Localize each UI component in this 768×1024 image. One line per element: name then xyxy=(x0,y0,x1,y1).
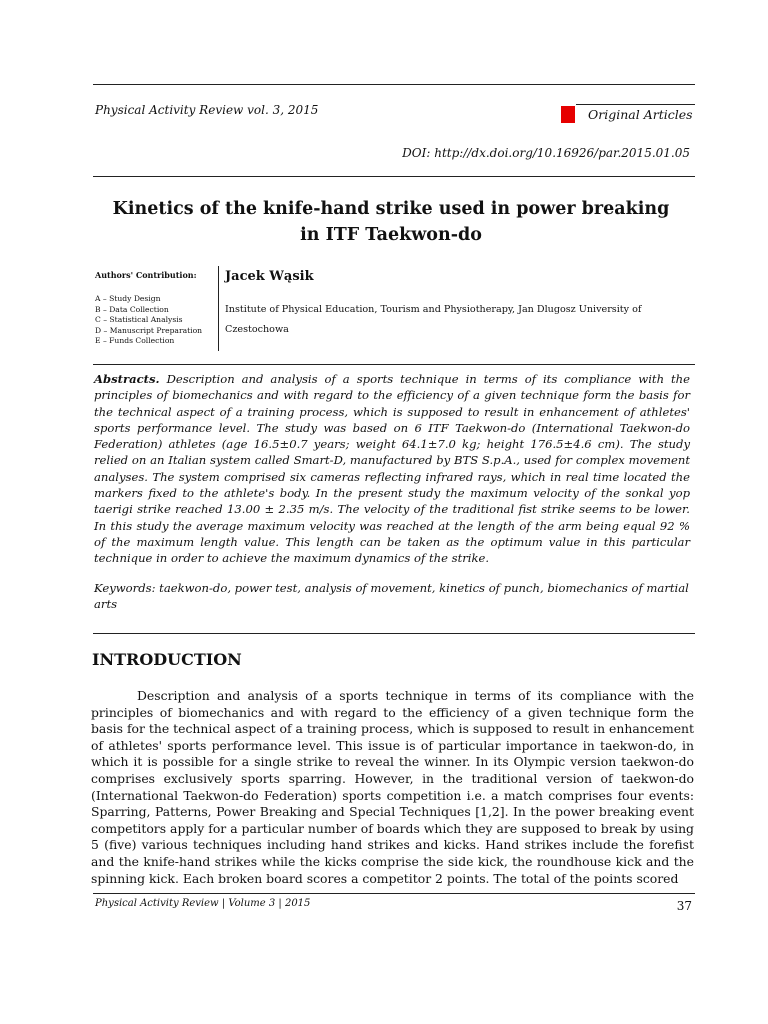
contribution-item: B – Data Collection xyxy=(95,304,169,314)
abstract-label: Abstracts. xyxy=(94,372,160,386)
abstract xyxy=(94,371,690,567)
title-line-2: in ITF Taekwon-do xyxy=(300,225,482,245)
contribution-list xyxy=(95,294,202,347)
top-rule xyxy=(93,84,695,85)
section-color-marker xyxy=(561,106,575,123)
page-number: 37 xyxy=(676,899,692,913)
contribution-item: D – Manuscript Preparation xyxy=(95,325,203,335)
contribution-item: E – Funds Collection xyxy=(95,336,175,346)
contribution-divider xyxy=(218,266,219,351)
contribution-item: C – Statistical Analysis xyxy=(95,315,183,325)
introduction-paragraph: Description and analysis of a sports technique in terms of its compliance with the principles of biomechanics and with regard to the efficiency of a given technique form the basis for the technical aspect of a training process, which is supposed to result in enhancement of athletes' sports performance level. This issue is of particular importance in taekwon-do, in which it is possible for a single strike to reveal the winner. In its Olympic version taekwon-do comprises exclusively sports sparring. However, in the traditional version of taekwon-do (International Taekwon-do Federation) sports competition i.e. a match comprises four events: Sparring, Patterns, Power Breaking and Special Techniques [1,2]. In the power breaking event competitors apply for a particular number of boards which they are supposed to break by using 5 (five) various techniques including hand strikes and kicks. Hand strikes include the forefist and the knife-hand strikes while the kicks comprise the side kick, the roundhouse kick and the spinning kick. Each broken board scores a competitor 2 points. The total of the points scored xyxy=(91,688,694,886)
section-label: Original Articles xyxy=(588,107,693,122)
section-rule xyxy=(576,104,695,105)
journal-header: Physical Activity Review vol. 3, 2015 xyxy=(95,103,319,117)
contribution-item: A – Study Design xyxy=(95,294,161,303)
affiliation-line-1: Institute of Physical Education, Tourism and Physiotherapy, Jan Dlugosz University of xyxy=(225,304,642,315)
introduction-heading: INTRODUCTION xyxy=(92,650,242,669)
article-title xyxy=(90,196,692,248)
affiliation-line-2: Czestochowa xyxy=(225,324,289,335)
footer-rule xyxy=(93,893,695,894)
author-affiliation xyxy=(225,300,685,340)
doi-link[interactable]: DOI: http://dx.doi.org/10.16926/par.2015.01.05 xyxy=(402,146,690,160)
title-line-1: Kinetics of the knife-hand strike used in power breaking xyxy=(112,199,670,219)
keywords: Keywords: taekwon-do, power test, analysis of movement, kinetics of punch, biomechanics of martial arts xyxy=(94,581,689,612)
abstract-bottom-rule xyxy=(93,633,695,634)
header-rule xyxy=(93,176,695,177)
footer-journal: Physical Activity Review | Volume 3 | 2015 xyxy=(95,898,311,909)
abstract-top-rule xyxy=(93,364,695,365)
abstract-text: Description and analysis of a sports technique in terms of its compliance with the principles of biomechanics and with regard to the efficiency of a given technique form the basis for the technical aspect of a training process, which is supposed to result in enhancement of athletes' sports performance level. The study was based on 6 ITF Taekwon-do (International Taekwon-do Federation) athletes (age 16.5±0.7 years; weight 64.1±7.0 kg; height 176.5±4.6 cm). The study relied on an Italian system called Smart-D, manufactured by BTS S.p.A., used for complex movement analyses. The system comprised six cameras reflecting infrared rays, which in real time located the markers fixed to the athlete's body. In the present study the maximum velocity of the sonkal yop taerigi strike reached 13.00 ± 2.35 m/s. The velocity of the traditional fist strike seems to be lower. In this study the average maximum velocity was reached at the length of the arm being equal 92 % of the maximum length value. This length can be taken as the optimum value in this particular technique in order to achieve the maximum dynamics of the strike. xyxy=(94,372,690,566)
contribution-heading: Authors' Contribution: xyxy=(95,270,197,280)
author-name: Jacek Wąsik xyxy=(225,269,314,284)
